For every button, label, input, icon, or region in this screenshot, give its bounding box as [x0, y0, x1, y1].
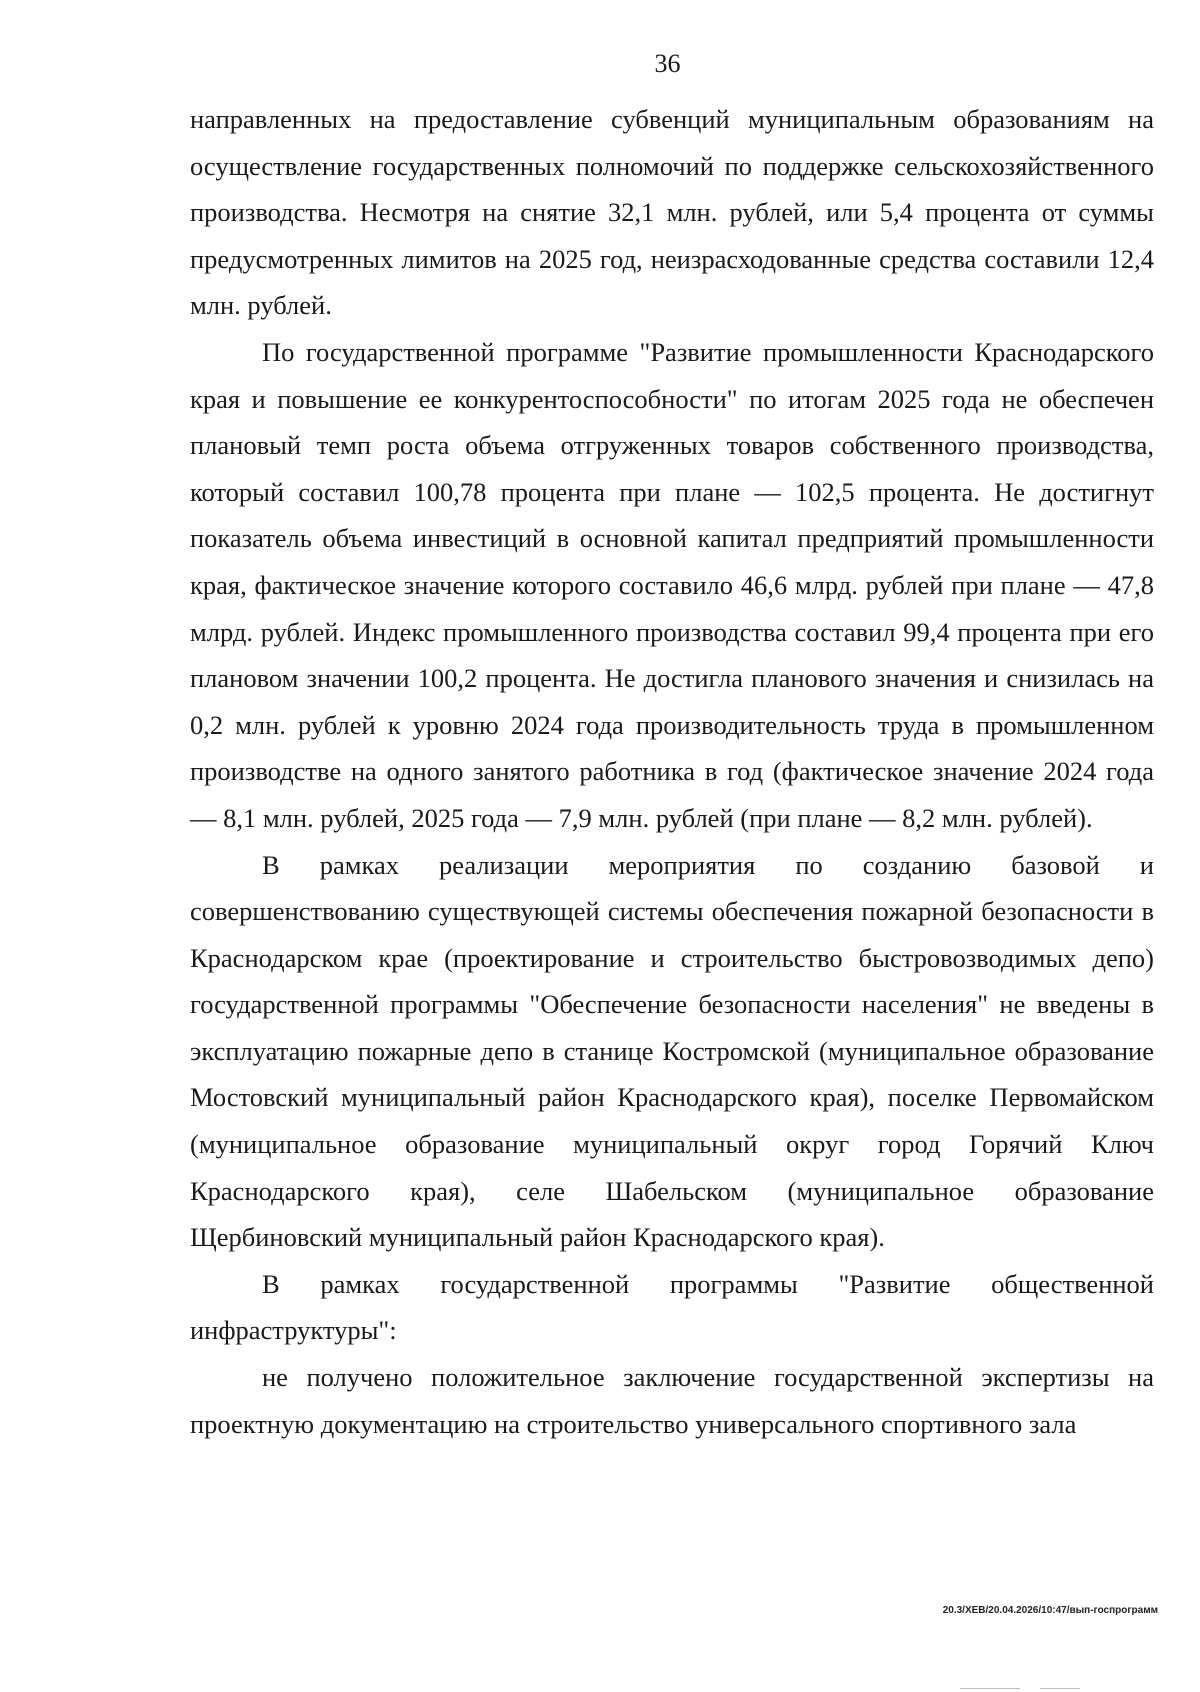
footer-document-code: 20.3/ХЕВ/20.04.2026/10:47/вып-госпрограмм	[942, 1605, 1158, 1616]
paragraph-industry-program: По государственной программе "Развитие промышленности Краснодарского края и повышение ее конкурентоспособности" по итогам 2025 года не обеспечен плановый темп роста объема отгруженных товаров собственного производства, который составил 100,78 процента при плане — 102,5 процента. Не достигнут показатель объема инвестиций в основной капитал предприятий промышленности края, фактическое значение которого составило 46,6 млрд. рублей при плане — 47,8 млрд. рублей. Индекс промышленного производства составил 99,4 процента при его плановом значении 100,2 процента. Не достигла планового значения и снизилась на 0,2 млн. рублей к уровню 2024 года производительность труда в промышленном производстве на одного занятого работника в год (фактическое значение 2024 года — 8,1 млн. рублей, 2025 года — 7,9 млн. рублей (при плане — 8,2 млн. рублей).	[190, 336, 1154, 833]
page-number: 36	[654, 49, 681, 78]
scan-mark-line	[960, 1688, 1020, 1689]
paragraph-fire-safety: В рамках реализации мероприятия по созданию базовой и совершенствованию существующей системы обеспечения пожарной безопасности в Краснодарском крае (проектирование и строительство быстровозводимых депо) государственной программы "Обеспечение безопасности населения" не введены в эксплуатацию пожарные депо в станице Костромской (муниципальное образование Мостовский муниципальный район Краснодарского края), поселке Первомайском (муниципальное образование муниципальный округ город Горячий Ключ Краснодарского края), селе Шабельском (муниципальное образование Щербиновский муниципальный район Краснодарского края).	[190, 849, 1154, 1253]
paragraph-public-infrastructure: В рамках государственной программы "Развитие общественной инфраструктуры":	[190, 1268, 1154, 1346]
scan-mark-line	[1040, 1688, 1080, 1689]
paragraph-subsidies-continued: направленных на предоставление субвенций муниципальным образованиям на осуществление государственных полномочий по поддержке сельскохозяйственного производства. Несмотря на снятие 32,1 млн. рублей, или 5,4 процента от суммы предусмотренных лимитов на 2025 год, неизрасходованные средства составили 12,4 млн. рублей.	[190, 104, 1154, 321]
paragraph-expertise: не получено положительное заключение государственной экспертизы на проектную документацию на строительство универсального спортивного зала	[190, 1362, 1154, 1439]
document-body	[190, 96, 1154, 1447]
